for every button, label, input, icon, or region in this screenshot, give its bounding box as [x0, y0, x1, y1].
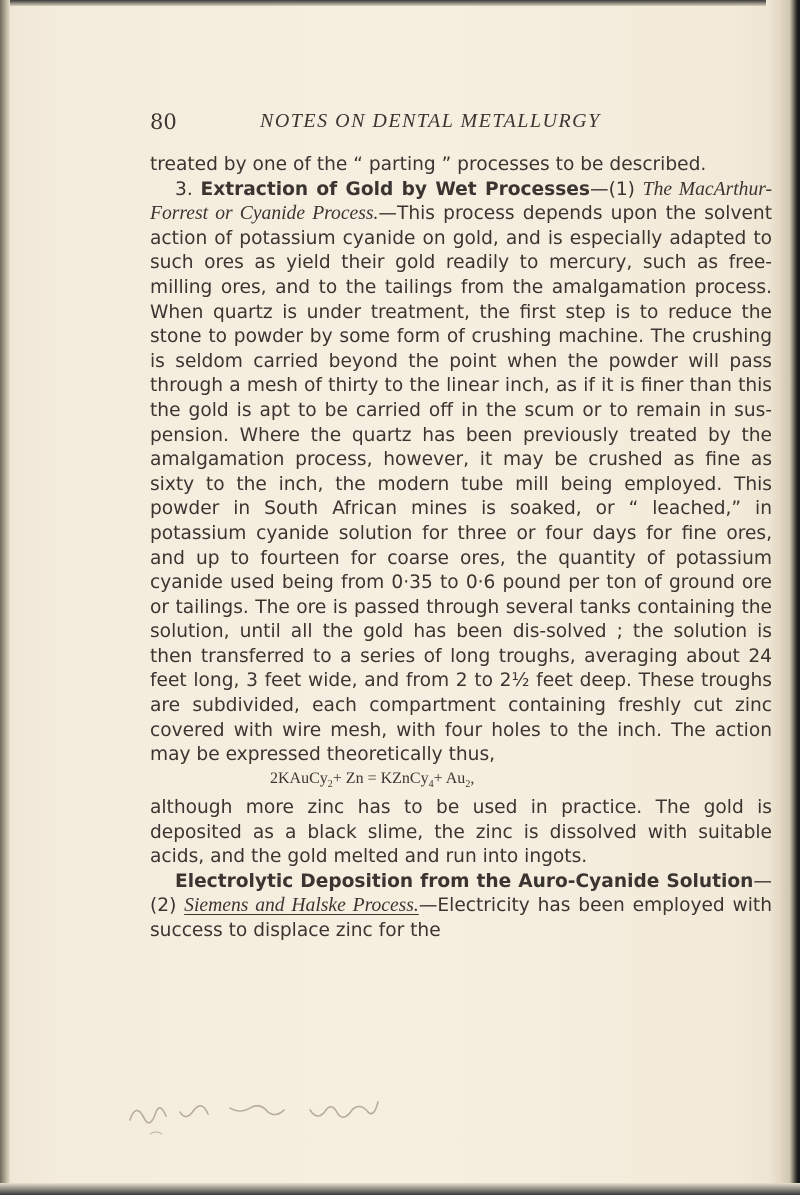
running-head	[150, 110, 770, 142]
page-number: 80	[150, 110, 177, 134]
body-text	[150, 153, 772, 944]
running-title: NOTES ON DENTAL METALLURGY	[260, 110, 601, 132]
section-number: 3.	[175, 178, 193, 200]
section-heading-wet-processes: Extraction of Gold by Wet Processes	[200, 178, 590, 200]
chemical-equation: 2KAuCy$_2$+ Zn = KZnCy$_4$+ $Au_2$,	[270, 769, 475, 791]
paragraph-electrolytic	[150, 870, 772, 944]
page-top-edge	[0, 0, 800, 6]
paragraph-after-equation: although more zinc has to be used in practice. The gold is deposited as a black slime, the zinc is dissolved with suitable acids, and the gold melted and run into ingots.	[150, 797, 772, 868]
subsection-marker-2: —(2)	[150, 870, 772, 917]
paragraph-wet-processes	[150, 178, 772, 768]
pencil-handwriting-mark	[120, 1090, 440, 1140]
page-binding-left	[0, 0, 10, 1195]
subsection-marker: —(1)	[589, 178, 635, 200]
paragraph-text-electrolytic: —Electricity has been employed with success to displace zinc for the	[150, 895, 772, 941]
paragraph-continuation: treated by one of the “ parting ” processes to be described.	[150, 154, 707, 175]
page-bottom-edge	[0, 1183, 800, 1195]
paragraph-text-cyanide: —This process depends upon the solvent action of potassium cyanide on gold, and is especially adapted to such ores as yield their gold readily to mercury, such as free-milling ores, and to the tailings from the amalgamation process. When quartz is under treatment, the first step is to reduce the stone to powder by some form of crushing machine. The crushing is seldom carried beyond the point when the powder will pass through a mesh of thirty to the linear inch, as if it is finer than this the gold is apt to be carried off in the scum or to remain in sus-pension. Where the quartz has been previously treated by the amalgamation process, however, it may be crushed as fine as sixty to the inch, the modern tube mill being employed. This powder in South African mines is soaked, or “ leached,” in potassium cyanide solution for three or four days for fine ores, and up to fourteen for coarse ores, the quantity of potassium cyanide used being from 0·35 to 0·6 pound per ton of ground ore or tailings. The ore is passed through several tanks containing the solution, until all the gold has been dis-solved ; the solution is then transferred to a series of long troughs, averaging about 24 feet long, 3 feet wide, and from 2 to 2½ feet deep. These troughs are subdivided, each compartment containing freshly cut zinc covered with wire mesh, with four holes to the inch. The action may be expressed theoretically thus,	[150, 203, 772, 766]
process-title-siemens: Siemens and Halske Process.	[184, 895, 419, 917]
process-title-cyanide: The MacArthur-Forrest or Cyanide Process.	[150, 178, 772, 225]
section-heading-electrolytic: Electrolytic Deposition from the Auro-Cyanide Solution	[175, 870, 754, 892]
